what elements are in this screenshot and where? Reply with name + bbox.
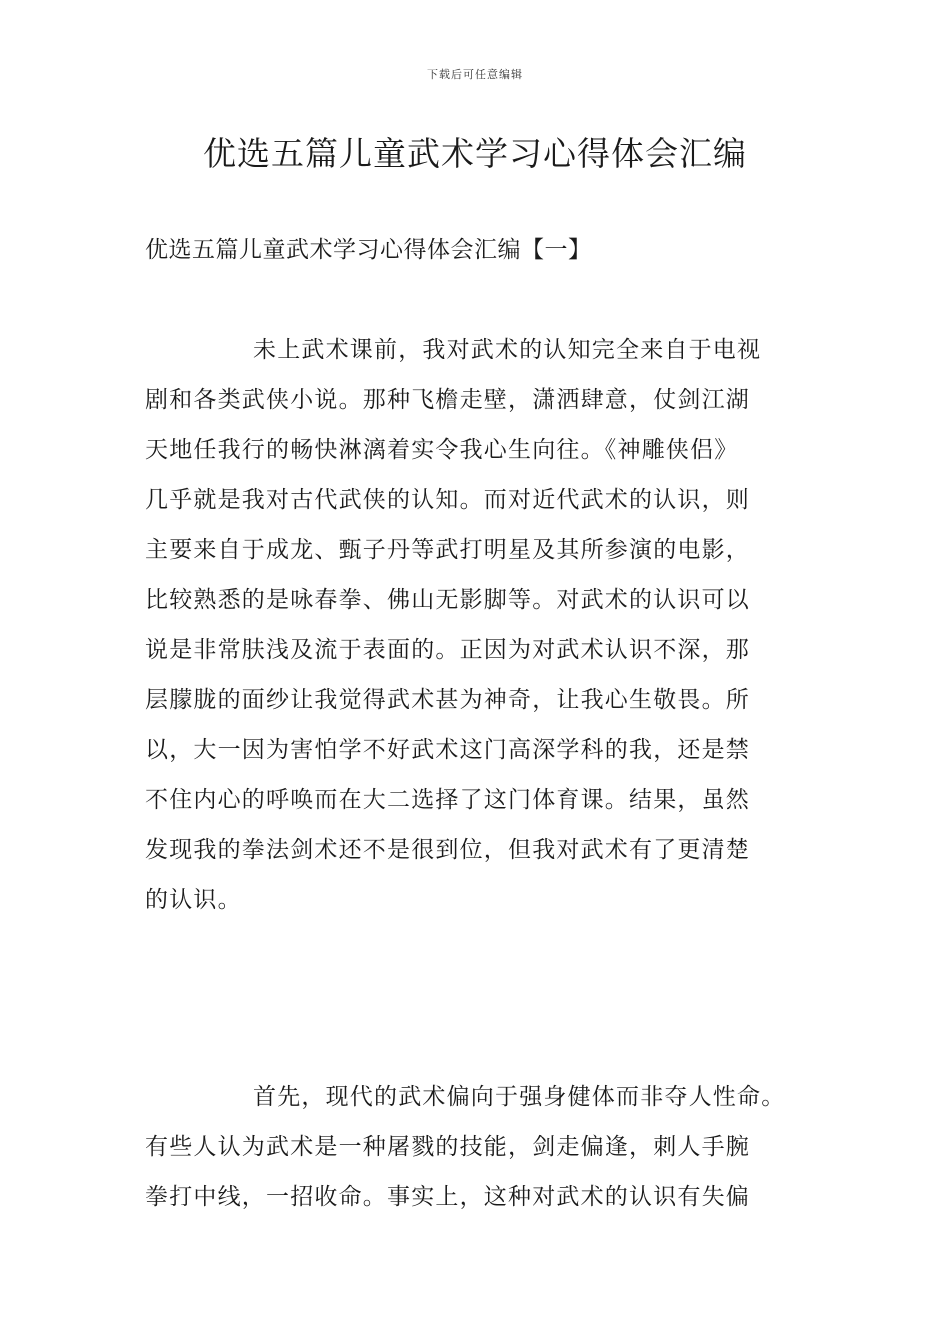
section-heading: 优选五篇儿童武术学习心得体会汇编【一】 (145, 237, 592, 263)
paragraph-line: 发现我的拳法剑术还不是很到位，但我对武术有了更清楚 (145, 837, 750, 863)
document-title: 优选五篇儿童武术学习心得体会汇编 (203, 134, 747, 173)
paragraph-line: 以，大一因为害怕学不好武术这门高深学科的我，还是禁 (145, 737, 750, 763)
paragraph-line: 层朦胧的面纱让我觉得武术甚为神奇，让我心生敬畏。所 (145, 687, 750, 713)
paragraph-line: 未上武术课前，我对武术的认知完全来自于电视 (253, 337, 762, 363)
paragraph-line: 几乎就是我对古代武侠的认知。而对近代武术的认识，则 (145, 487, 750, 513)
paragraph-2 (145, 1072, 815, 1222)
paragraph-line: 的认识。 (145, 887, 242, 913)
paragraph-line: 不住内心的呼唤而在大二选择了这门体育课。结果，虽然 (145, 787, 750, 813)
paragraph-line: 天地任我行的畅快淋漓着实令我心生向往。《神雕侠侣》 (145, 437, 739, 463)
paragraph-line: 首先，现代的武术偏向于强身健体而非夺人性命。 (253, 1084, 786, 1110)
paragraph-line: 主要来自于成龙、甄子丹等武打明星及其所参演的电影， (145, 537, 750, 563)
paragraph-line: 有些人认为武术是一种屠戮的技能，剑走偏逢，刺人手腕 (145, 1134, 750, 1160)
paragraph-line: 说是非常肤浅及流于表面的。正因为对武术认识不深，那 (145, 637, 750, 663)
paragraph-line: 剧和各类武侠小说。那种飞檐走壁，潇洒肆意，仗剑江湖 (145, 387, 750, 413)
paragraph-1 (145, 325, 815, 925)
paragraph-line: 拳打中线，一招收命。事实上，这种对武术的认识有失偏 (145, 1184, 750, 1210)
paragraph-line: 比较熟悉的是咏春拳、佛山无影脚等。对武术的认识可以 (145, 587, 750, 613)
header-note: 下载后可任意编辑 (427, 68, 523, 81)
